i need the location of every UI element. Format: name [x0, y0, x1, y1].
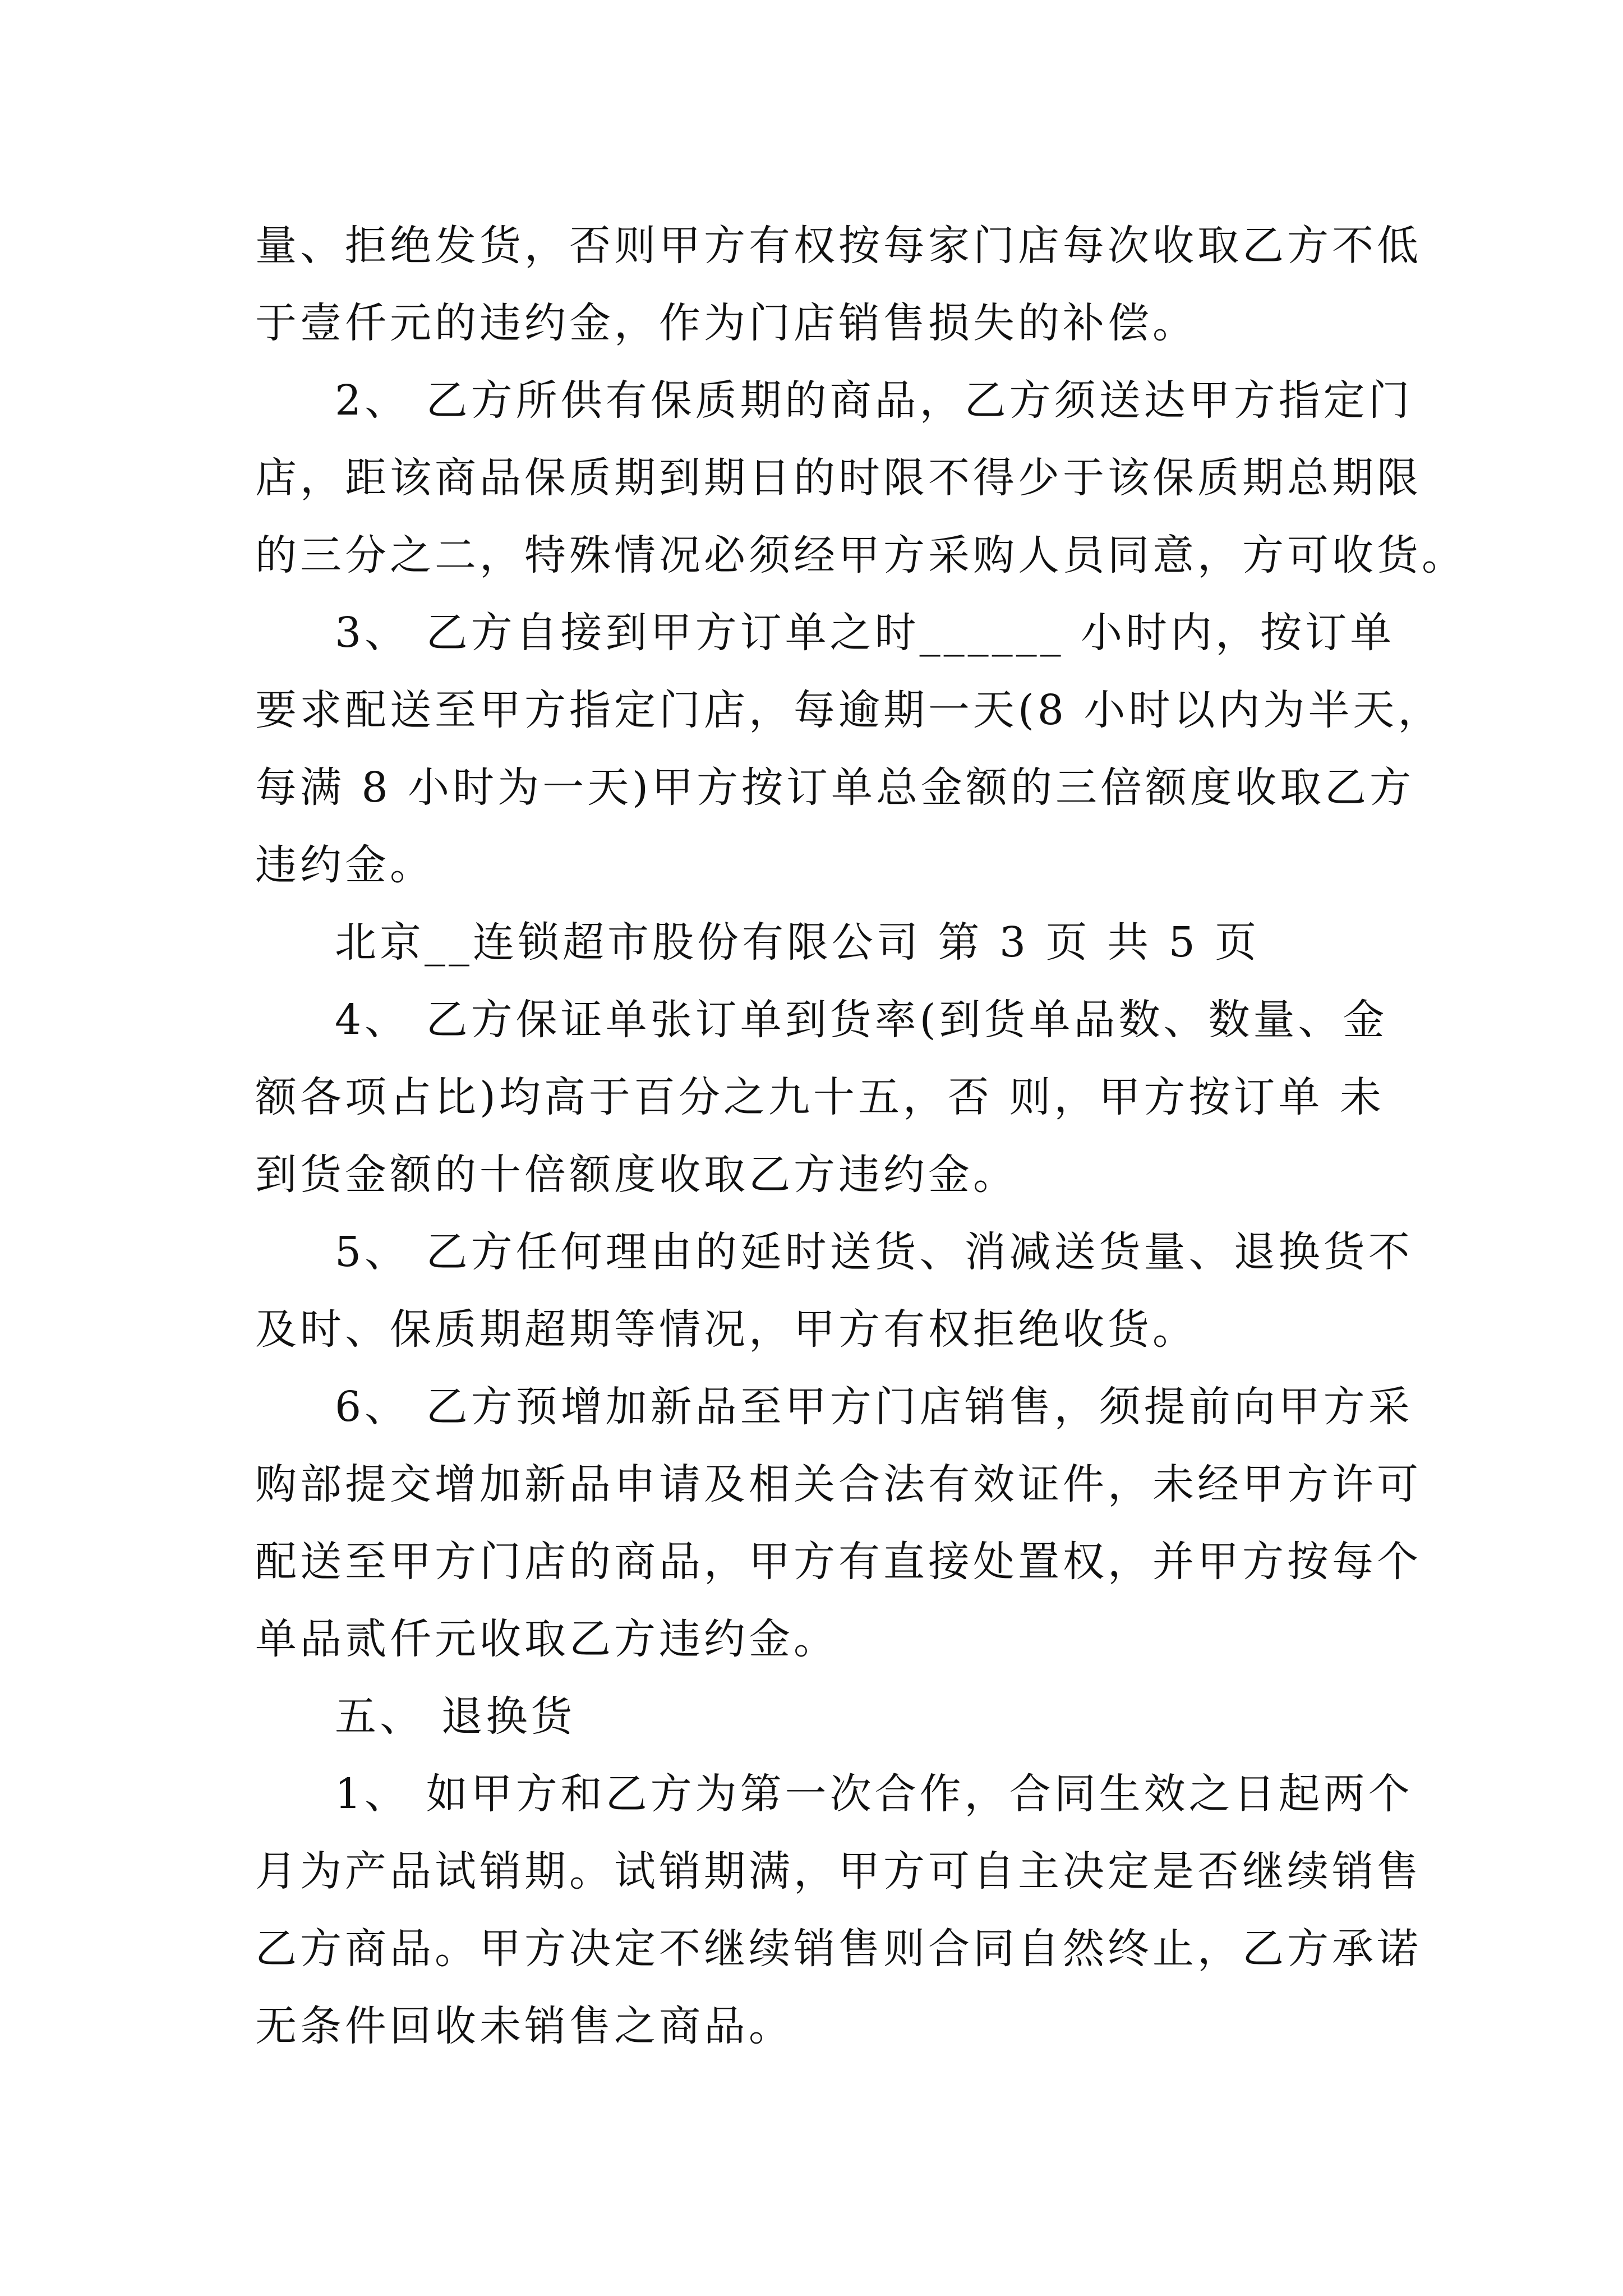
paragraph-line: 于壹仟元的违约金，作为门店销售损失的补偿。 [255, 299, 1197, 347]
clause-4-line: 4、 乙方保证单张订单到货率(到货单品数、数量、金 [335, 996, 1388, 1044]
clause-3-line: 3、 乙方自接到甲方订单之时______ 小时内，按订单 [335, 609, 1395, 657]
clause-1-line: 1、 如甲方和乙方为第一次合作，合同生效之日起两个 [335, 1770, 1413, 1818]
page-footer: 北京__连锁超市股份有限公司 第 3 页 共 5 页 [335, 918, 1260, 967]
paragraph-line: 月为产品试销期。试销期满，甲方可自主决定是否继续销售 [255, 1847, 1422, 1895]
paragraph-line: 的三分之二，特殊情况必须经甲方采购人员同意，方可收货。 [255, 531, 1467, 579]
paragraph-line: 量、拒绝发货，否则甲方有权按每家门店每次收取乙方不低 [255, 222, 1422, 270]
clause-2-line: 2、 乙方所供有保质期的商品，乙方须送达甲方指定门 [335, 376, 1413, 425]
section-heading: 五、 退换货 [335, 1692, 576, 1741]
paragraph-line: 购部提交增加新品申请及相关合法有效证件，未经甲方许可 [255, 1460, 1422, 1508]
paragraph-line: 无条件回收未销售之商品。 [255, 2002, 794, 2050]
clause-6-line: 6、 乙方预增加新品至甲方门店销售，须提前向甲方采 [335, 1383, 1413, 1431]
paragraph-line: 店，距该商品保质期到期日的时限不得少于该保质期总期限 [255, 454, 1422, 502]
paragraph-line: 要求配送至甲方指定门店，每逾期一天(8 小时以内为半天， [255, 686, 1443, 734]
paragraph-line: 违约金。 [255, 841, 435, 889]
paragraph-line: 每满 8 小时为一天)甲方按订单总金额的三倍额度收取乙方 [255, 763, 1414, 812]
paragraph-line: 配送至甲方门店的商品，甲方有直接处置权，并甲方按每个 [255, 1538, 1422, 1586]
paragraph-line: 到货金额的十倍额度收取乙方违约金。 [255, 1151, 1018, 1199]
clause-5-line: 5、 乙方任何理由的延时送货、消减送货量、退换货不 [335, 1228, 1413, 1276]
paragraph-line: 单品贰仟元收取乙方违约金。 [255, 1615, 838, 1663]
paragraph-line: 额各项占比)均高于百分之九十五，否 则，甲方按订单 未 [255, 1073, 1385, 1121]
paragraph-line: 乙方商品。甲方决定不继续销售则合同自然终止，乙方承诺 [255, 1925, 1422, 1973]
paragraph-line: 及时、保质期超期等情况，甲方有权拒绝收货。 [255, 1305, 1197, 1354]
